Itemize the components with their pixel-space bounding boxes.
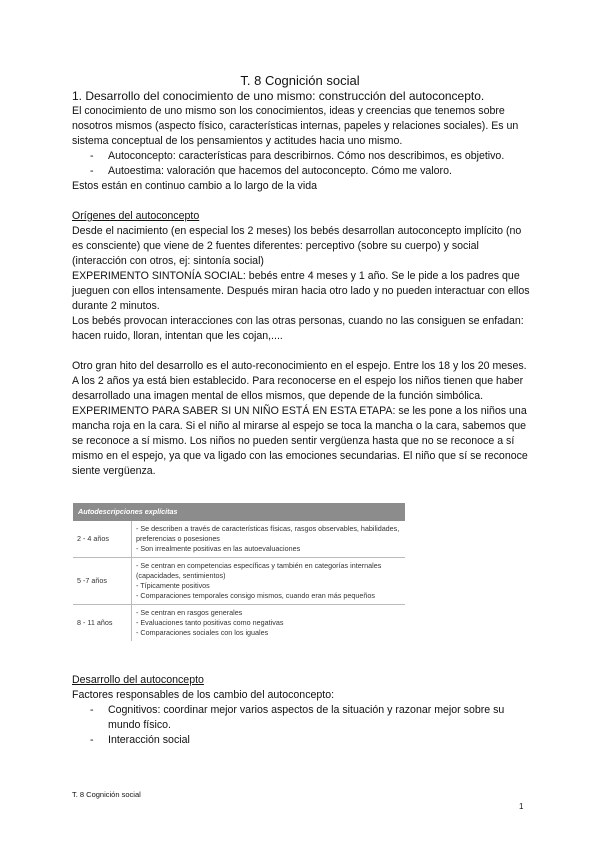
factors-list [72,703,532,748]
table-age-cell: 2 - 4 años [73,521,132,557]
table-item: - Se centran en competencias específicas y también en categorías internales (capacidades, sentimientos) [136,561,382,580]
list-item-autoconcepto: - Autoconcepto: características para describirnos. Cómo nos describimos, es objetivo. [72,149,532,164]
table-age-cell: 8 - 11 años [73,605,132,641]
list-item-cognitivos: - Cognitivos: coordinar mejor varios aspectos de la situación y razonar mejor sobre su mundo físico. [72,703,532,733]
paragraph-change: Estos están en continuo cambio a lo largo de la vida [72,180,317,192]
paragraph-babies: Los bebés provocan interacciones con las otras personas, cuando no las consiguen se enfadan: hacen ruido, lloran, intentan que les cojan,.... [72,315,524,342]
table-age-cell: 5 -7 años [73,558,132,604]
table-row [73,605,405,641]
table-row [73,521,405,558]
table-desc-cell [132,605,405,641]
table-desc-cell [132,521,405,557]
document-body-lower [72,673,532,748]
definition-list [72,149,532,179]
document-title: T. 8 Cognición social [240,73,360,88]
paragraph-mirror: Otro gran hito del desarrollo es el auto-reconocimiento en el espejo. Entre los 18 y los 20 meses. A los 2 años ya está bien establecido. Para reconocerse en el espejo los niños tienen que haber desarrollado una imagen mental de ellos mismos, que depende de la función simbólica. [72,360,527,402]
list-item-interaccion: - Interacción social [72,733,532,748]
table-desc-cell [132,558,405,604]
table-item: - Típicamente positivos [136,581,210,590]
table-item: - Son irrealmente positivas en las autoevaluaciones [136,544,301,553]
table-item: - Se centran en rasgos generales [136,608,243,617]
page-footer: T. 8 Cognición social [72,790,141,799]
table-item: - Evaluaciones tanto positivas como negativas [136,618,284,627]
subheading-origenes: Orígenes del autoconcepto [72,210,200,222]
section-heading: 1. Desarrollo del conocimiento de uno mismo: construcción del autoconcepto. [72,89,485,103]
subheading-desarrollo: Desarrollo del autoconcepto [72,674,204,686]
self-description-table [73,503,405,641]
paragraph-experiment-mirror: EXPERIMENTO PARA SABER SI UN NIÑO ESTÁ EN ESTA ETAPA: se les pone a los niños una mancha roja en la cara. Si el niño al mirarse al espejo se toca la mancha o la cara, sabemos que se reconoce a sí mismo. Los niños no pueden sentir vergüenza hasta que no se reconoce a sí mismo en el espejo, ya que va ligado con las emociones secundarias. El niño que sí se reconoce siente vergüenza. [72,405,528,477]
table-row [73,558,405,605]
table-header: Autodescripciones explícitas [73,503,405,521]
table-item: - Comparaciones sociales con los iguales [136,628,269,637]
table-item: - Se describen a través de características físicas, rasgos observables, habilidades, preferencias o posesiones [136,524,400,543]
document-body [72,89,532,479]
paragraph-factors: Factores responsables de los cambio del autoconcepto: [72,689,335,701]
paragraph-intro: El conocimiento de uno mismo son los conocimientos, ideas y creencias que tenemos sobre nosotros mismos (aspecto físico, características internas, papeles y relaciones sociales). Es un sistema conceptual de los pensamientos y actitudes hacia uno mismo. [72,105,519,147]
page-number: 1 [519,802,524,811]
paragraph-experiment-sintonia: EXPERIMENTO SINTONÍA SOCIAL: bebés entre 4 meses y 1 año. Se le pide a los padres que jueguen con ellos intensamente. Después miran hacia otro lado y no pueden interactuar con ellos durante 2 minutos. [72,270,530,312]
list-item-autoestima: - Autoestima: valoración que hacemos del autoconcepto. Cómo me valoro. [72,164,532,179]
paragraph-implicit: Desde el nacimiento (en especial los 2 meses) los bebés desarrollan autoconcepto implícito (no es consciente) que viene de 2 fuentes diferentes: perceptivo (sobre su cuerpo) y social (interacción con otros, ej: sintonía social) [72,225,522,267]
table-item: - Comparaciones temporales consigo mismos, cuando eran más pequeños [136,591,375,600]
